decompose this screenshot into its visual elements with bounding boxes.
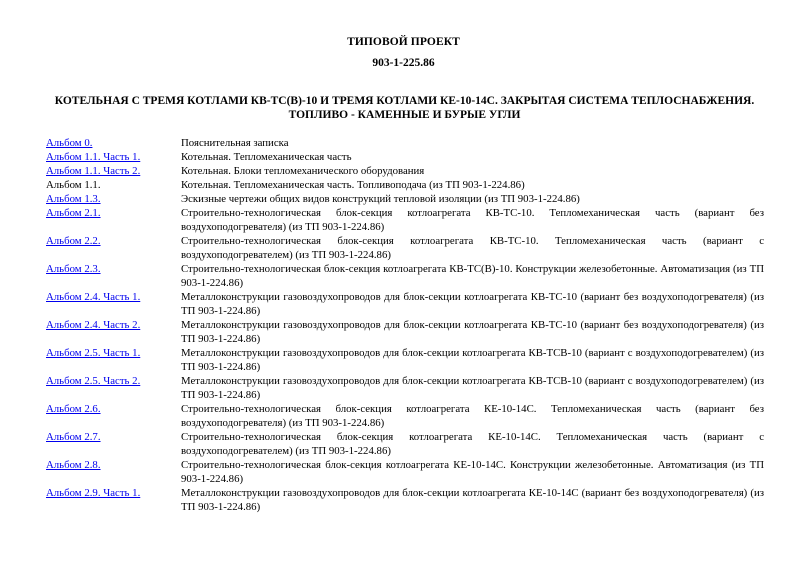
album-label-cell [46,192,181,206]
album-row [46,262,764,290]
album-description: Строительно-технологическая блок-секция котлоагрегата КВ-ТС(В)-10. Конструкции железобетонные. Автоматизация (из ТП 903-1-224.86) [181,263,764,289]
album-row [46,458,764,486]
album-description: Строительно-технологическая блок-секция котлоагрегата КВ-ТС-10. Тепломеханическая часть (вариант с воздухоподогревателем) (из ТП 903-1-224.86) [181,235,764,261]
album-label-cell [46,136,181,150]
album-label-cell [46,430,181,444]
album-label-cell [46,346,181,360]
album-link[interactable]: Альбом 2.8. [46,459,101,471]
album-label-cell [46,150,181,164]
album-description: Котельная. Тепломеханическая часть [181,151,352,163]
album-description: Строительно-технологическая блок-секция котлоагрегата КЕ-10-14С. Тепломеханическая часть (вариант с воздухоподогревателем) (из ТП 903-1-224.86) [181,431,764,457]
album-description: Эскизные чертежи общих видов конструкций тепловой изоляции (из ТП 903-1-224.86) [181,193,580,205]
album-description: Пояснительная записка [181,137,289,149]
album-row [46,178,764,192]
album-row [46,290,764,318]
album-description: Котельная. Тепломеханическая часть. Топливоподача (из ТП 903-1-224.86) [181,179,525,191]
album-row [46,318,764,346]
album-link[interactable]: Альбом 2.3. [46,263,101,275]
document-type-heading: ТИПОВОЙ ПРОЕКТ [347,36,460,48]
album-link[interactable]: Альбом 2.9. Часть 1. [46,487,141,499]
album-row [46,150,764,164]
album-label-cell [46,290,181,304]
album-description: Металлоконструкции газовоздухопроводов для блок-секции котлоагрегата КВ-ТСВ-10 (вариант с воздухоподогревателем) (из ТП 903-1-224.86) [181,347,764,373]
album-row [46,430,764,458]
album-label-cell [46,402,181,416]
album-description: Строительно-технологическая блок-секция котлоагрегата КВ-ТС-10. Тепломеханическая часть (вариант без воздухоподогревателя) (из ТП 903-1-224.86) [181,207,764,233]
album-link[interactable]: Альбом 2.1. [46,207,101,219]
album-description: Строительно-технологическая блок-секция котлоагрегата КЕ-10-14С. Конструкции железобетонные. Автоматизация (из ТП 903-1-224.86) [181,459,764,485]
album-list [46,136,764,514]
album-description: Металлоконструкции газовоздухопроводов для блок-секции котлоагрегата КВ-ТС-10 (вариант без воздухоподогревателя) (из ТП 903-1-224.86) [181,291,764,317]
album-link[interactable]: Альбом 2.7. [46,431,101,443]
album-description: Металлоконструкции газовоздухопроводов для блок-секции котлоагрегата КВ-ТСВ-10 (вариант с воздухоподогревателем) (из ТП 903-1-224.86) [181,375,764,401]
album-link[interactable]: Альбом 0. [46,137,93,149]
album-row [46,164,764,178]
album-row [46,136,764,150]
album-label-cell [46,234,181,248]
project-title: КОТЕЛЬНАЯ С ТРЕМЯ КОТЛАМИ КВ-ТС(В)-10 И ТРЕМЯ КОТЛАМИ КЕ-10-14С. ЗАКРЫТАЯ СИСТЕМА ТЕПЛОСНАБЖЕНИЯ. ТОПЛИВО - КАМЕННЫЕ И БУРЫЕ УГЛИ [54,95,755,121]
album-link[interactable]: Альбом 2.5. Часть 1. [46,347,141,359]
album-row [46,374,764,402]
album-row [46,346,764,374]
project-number: 903-1-225.86 [372,57,435,69]
album-link[interactable]: Альбом 2.6. [46,403,101,415]
album-link[interactable]: Альбом 2.4. Часть 2. [46,319,141,331]
album-link[interactable]: Альбом 1.3. [46,193,101,205]
album-label-cell [46,458,181,472]
album-row [46,402,764,430]
album-link[interactable]: Альбом 2.4. Часть 1. [46,291,141,303]
album-label-cell [46,318,181,332]
album-label-cell [46,262,181,276]
album-description: Котельная. Блоки тепломеханического оборудования [181,165,425,177]
album-row [46,206,764,234]
album-label: Альбом 1.1. [46,179,101,191]
album-link[interactable]: Альбом 1.1. Часть 2. [46,165,141,177]
album-label-cell [46,164,181,178]
album-description: Металлоконструкции газовоздухопроводов для блок-секции котлоагрегата КВ-ТС-10 (вариант без воздухоподогревателя) (из ТП 903-1-224.86) [181,319,764,345]
album-label-cell [46,178,181,192]
album-label-cell [46,206,181,220]
album-link[interactable]: Альбом 2.2. [46,235,101,247]
album-link[interactable]: Альбом 1.1. Часть 1. [46,151,141,163]
album-row [46,234,764,262]
album-description: Металлоконструкции газовоздухопроводов для блок-секции котлоагрегата КЕ-10-14С (вариант без воздухоподогревателя) (из ТП 903-1-224.86) [181,487,764,513]
album-row [46,192,764,206]
album-label-cell [46,486,181,500]
album-row [46,486,764,514]
album-label-cell [46,374,181,388]
album-link[interactable]: Альбом 2.5. Часть 2. [46,375,141,387]
album-description: Строительно-технологическая блок-секция котлоагрегата КЕ-10-14С. Тепломеханическая часть (вариант без воздухоподогревателя) (из ТП 903-1-224.86) [181,403,764,429]
